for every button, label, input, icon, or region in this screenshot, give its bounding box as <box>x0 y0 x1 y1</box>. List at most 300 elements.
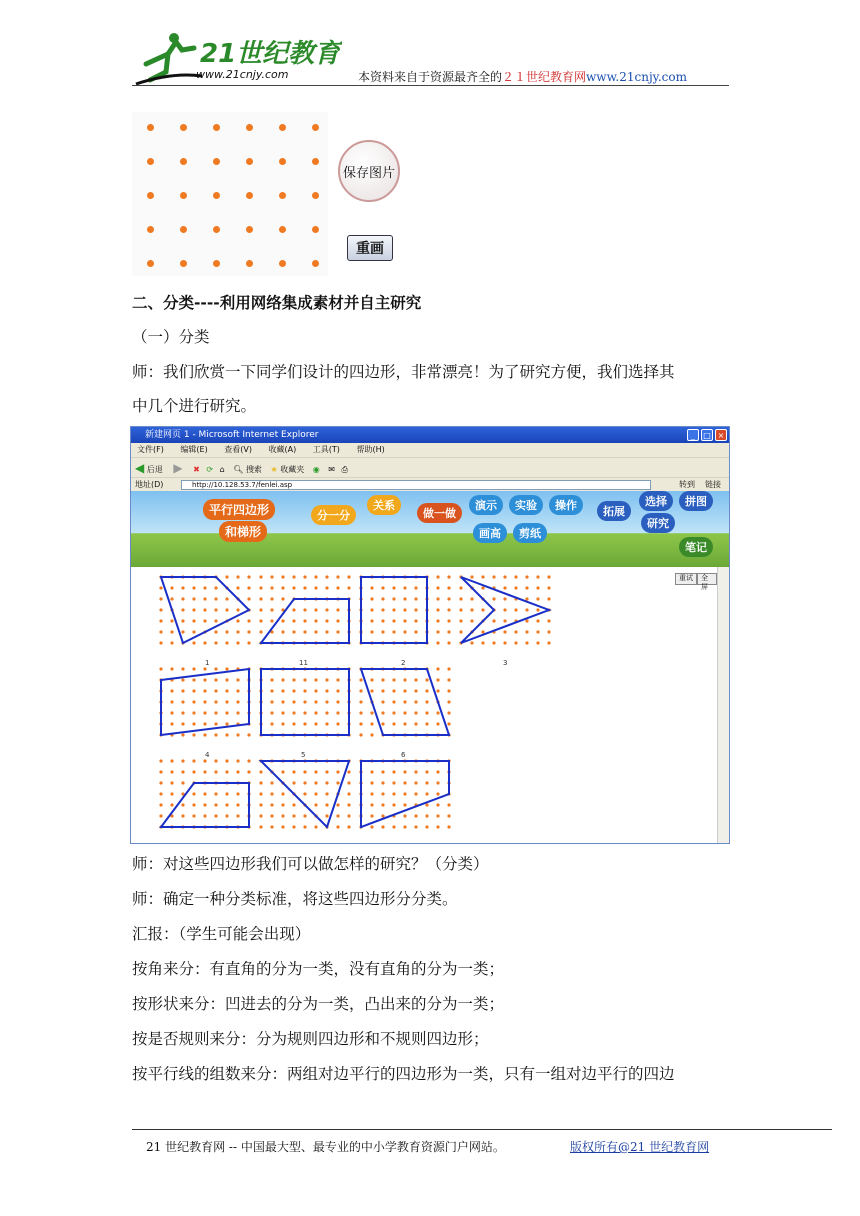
grid-dot <box>436 722 439 725</box>
grid-dot <box>314 803 317 806</box>
grid-dot <box>170 803 173 806</box>
grid-dot <box>503 619 506 622</box>
menu-item-help[interactable]: 帮助(H) <box>356 445 385 454</box>
grid-dot[interactable] <box>147 158 154 165</box>
save-image-button[interactable]: 保存图片 <box>338 140 400 202</box>
grid-dot <box>525 619 528 622</box>
search-label[interactable]: 搜索 <box>245 465 262 474</box>
grid-dot <box>192 803 195 806</box>
tab-xuanze[interactable]: 选择 <box>639 491 673 511</box>
grid-dot[interactable] <box>312 124 319 131</box>
grid-dot <box>292 781 295 784</box>
grid-dot[interactable] <box>312 260 319 267</box>
grid-dot <box>159 803 162 806</box>
grid-dot <box>336 722 339 725</box>
grid-dot <box>436 825 439 828</box>
grid-dot <box>181 667 184 670</box>
grid-dot <box>381 689 384 692</box>
tab-yanshi[interactable]: 演示 <box>469 495 503 515</box>
grid-dot <box>503 586 506 589</box>
grid-dot <box>392 792 395 795</box>
grid-dot <box>381 619 384 622</box>
grid-dot[interactable] <box>312 158 319 165</box>
grid-dot <box>403 597 406 600</box>
grid-dot <box>270 619 273 622</box>
grid-dot <box>203 619 206 622</box>
shape-label: 4 <box>205 751 210 759</box>
grid-dot <box>236 803 239 806</box>
grid-dot <box>414 700 417 703</box>
grid-dot <box>370 678 373 681</box>
grid-dot <box>447 722 450 725</box>
grid-dot <box>414 770 417 773</box>
paragraph-line: 师：确定一种分类标准，将这些四边形分分类。 <box>132 890 458 908</box>
course-banner <box>131 491 729 567</box>
grid-dot[interactable] <box>279 158 286 165</box>
grid-dot <box>181 781 184 784</box>
shape-label: 1 <box>205 659 210 667</box>
grid-dot <box>336 770 339 773</box>
grid-dot <box>225 667 228 670</box>
grid-dot <box>314 711 317 714</box>
grid-dot <box>303 770 306 773</box>
grid-dot <box>370 630 373 633</box>
grid-dot <box>370 619 373 622</box>
grid-dot <box>292 825 295 828</box>
back-label[interactable]: 后退 <box>146 465 163 474</box>
grid-dot <box>492 619 495 622</box>
grid-dot <box>192 619 195 622</box>
tab-huagao[interactable]: 画高 <box>473 523 507 543</box>
grid-dot <box>281 630 284 633</box>
grid-dot <box>314 619 317 622</box>
grid-dot[interactable] <box>213 226 220 233</box>
grid-dot <box>347 792 350 795</box>
grid-dot <box>403 792 406 795</box>
maximize-icon[interactable]: □ <box>701 429 713 441</box>
grid-dot <box>203 770 206 773</box>
grid-dot[interactable] <box>213 124 220 131</box>
grid-dot[interactable] <box>147 226 154 233</box>
grid-dot <box>303 630 306 633</box>
grid-dot <box>225 630 228 633</box>
grid-dot <box>381 597 384 600</box>
favorites-label[interactable]: 收藏夹 <box>280 465 305 474</box>
grid-dot[interactable] <box>246 192 253 199</box>
grid-dot <box>236 575 239 578</box>
grid-dot <box>259 597 262 600</box>
grid-dot <box>247 586 250 589</box>
grid-dot <box>459 619 462 622</box>
grid-dot <box>314 825 317 828</box>
grid-dot <box>281 586 284 589</box>
grid-dot <box>414 722 417 725</box>
grid-dot <box>392 678 395 681</box>
grid-dot <box>370 608 373 611</box>
tab-jianzhi[interactable]: 剪纸 <box>513 523 547 543</box>
grid-dot <box>514 586 517 589</box>
grid-dot <box>170 667 173 670</box>
grid-dot[interactable] <box>246 158 253 165</box>
browser-screenshot <box>130 426 730 844</box>
logo-url: www.21cnjy.com <box>196 68 289 81</box>
redraw-button[interactable]: 重画 <box>347 235 393 261</box>
grid-dot <box>203 711 206 714</box>
favorites-icon[interactable]: ★ <box>270 465 278 474</box>
grid-dot <box>247 770 250 773</box>
grid-dot <box>392 619 395 622</box>
grid-dot <box>492 597 495 600</box>
grid-dot[interactable] <box>279 124 286 131</box>
grid-dot <box>181 711 184 714</box>
grid-dot <box>259 619 262 622</box>
grid-dot <box>347 575 350 578</box>
paragraph-line: 按角来分：有直角的分为一类，没有直角的分为一类； <box>132 960 505 978</box>
grid-dot <box>436 586 439 589</box>
grid-dot <box>214 619 217 622</box>
grid-dot <box>436 814 439 817</box>
grid-dot <box>425 722 428 725</box>
grid-dot <box>414 711 417 714</box>
grid-dot <box>370 597 373 600</box>
grid-dot[interactable] <box>279 226 286 233</box>
grid-dot <box>403 722 406 725</box>
grid-dot[interactable] <box>246 260 253 267</box>
grid-dot <box>181 689 184 692</box>
grid-dot <box>214 792 217 795</box>
grid-dot <box>247 733 250 736</box>
grid-dot[interactable] <box>246 226 253 233</box>
grid-dot <box>270 781 273 784</box>
banner-title-line2: 和梯形 <box>219 521 267 542</box>
grid-dot <box>325 678 328 681</box>
grid-dot <box>225 678 228 681</box>
grid-dot <box>370 770 373 773</box>
grid-dot <box>159 641 162 644</box>
grid-dot <box>314 792 317 795</box>
grid-dot <box>392 597 395 600</box>
grid-dot <box>414 792 417 795</box>
grid-dot <box>425 689 428 692</box>
grid-dot <box>403 586 406 589</box>
grid-dot <box>270 608 273 611</box>
grid-dot <box>392 722 395 725</box>
grid-dot <box>270 803 273 806</box>
grid-dot <box>292 700 295 703</box>
grid-dot <box>425 781 428 784</box>
shape-label: 3 <box>503 659 508 667</box>
paragraph-line: 按形状来分：凹进去的分为一类，凸出来的分为一类； <box>132 995 505 1013</box>
grid-dot <box>170 700 173 703</box>
grid-dot <box>225 803 228 806</box>
grid-dot[interactable] <box>180 260 187 267</box>
grid-dot[interactable] <box>246 124 253 131</box>
tab-guanxi[interactable]: 关系 <box>367 495 401 515</box>
grid-dot <box>192 792 195 795</box>
grid-dot <box>225 770 228 773</box>
tab-yanjiu[interactable]: 研究 <box>641 513 675 533</box>
grid-dot <box>403 825 406 828</box>
grid-dot <box>192 608 195 611</box>
grid-dot <box>370 733 373 736</box>
grid-dot <box>203 733 206 736</box>
grid-dot <box>192 722 195 725</box>
grid-dot <box>181 803 184 806</box>
grid-dot <box>192 700 195 703</box>
print-icon[interactable]: ⎙ <box>341 465 348 474</box>
grid-dot <box>236 733 239 736</box>
grid-dot <box>159 597 162 600</box>
grid-dot <box>514 575 517 578</box>
grid-dot <box>270 792 273 795</box>
grid-dot[interactable] <box>147 124 154 131</box>
tab-biji[interactable]: 笔记 <box>679 537 713 557</box>
grid-dot[interactable] <box>213 158 220 165</box>
back-icon[interactable]: ◀ <box>135 461 145 475</box>
menu-item-view[interactable]: 查看(V) <box>224 445 252 454</box>
search-icon[interactable]: 🔍︎ <box>233 465 244 474</box>
fullscreen-button[interactable]: 全屏 <box>697 573 717 585</box>
grid-dot <box>159 814 162 817</box>
grid-dot <box>214 608 217 611</box>
grid-dot <box>236 792 239 795</box>
footer-rights-link[interactable]: 版权所有@21 世纪教育网 <box>570 1140 710 1154</box>
grid-dot <box>447 667 450 670</box>
grid-dot <box>181 678 184 681</box>
grid-dot <box>403 803 406 806</box>
grid-dot <box>436 803 439 806</box>
grid-dot <box>181 586 184 589</box>
dot-grid-board[interactable] <box>132 112 328 276</box>
grid-dot <box>503 630 506 633</box>
grid-dot <box>447 814 450 817</box>
grid-dot <box>314 630 317 633</box>
grid-dot <box>203 641 206 644</box>
grid-dot <box>259 630 262 633</box>
mail-icon[interactable]: ✉ <box>328 465 335 474</box>
grid-dot <box>547 586 550 589</box>
grid-dot[interactable] <box>147 192 154 199</box>
grid-dot <box>281 770 284 773</box>
menu-item-tools[interactable]: 工具(T) <box>312 445 340 454</box>
grid-dot <box>425 803 428 806</box>
tab-zuoyizuo[interactable]: 做一做 <box>417 503 462 523</box>
subsection-heading: （一）分类 <box>132 328 210 346</box>
reset-button[interactable]: 重试 <box>675 573 697 585</box>
grid-dot <box>214 641 217 644</box>
grid-dot <box>214 814 217 817</box>
grid-dot <box>236 586 239 589</box>
grid-dot <box>414 630 417 633</box>
grid-dot[interactable] <box>180 192 187 199</box>
grid-dot <box>281 825 284 828</box>
grid-dot <box>325 619 328 622</box>
grid-dot <box>192 597 195 600</box>
grid-dot <box>225 792 228 795</box>
grid-dot <box>536 597 539 600</box>
shape-label: 2 <box>401 659 406 667</box>
grid-dot <box>181 630 184 633</box>
grid-dot <box>236 689 239 692</box>
grid-dot <box>481 586 484 589</box>
grid-dot <box>392 781 395 784</box>
grid-dot[interactable] <box>180 158 187 165</box>
grid-dot <box>303 814 306 817</box>
grid-dot <box>170 770 173 773</box>
links-label[interactable]: 链接 <box>705 480 721 489</box>
grid-dot <box>392 586 395 589</box>
grid-dot[interactable] <box>279 192 286 199</box>
grid-dot <box>203 586 206 589</box>
grid-dot <box>459 586 462 589</box>
grid-dot <box>447 700 450 703</box>
grid-dot <box>214 759 217 762</box>
grid-dot <box>370 689 373 692</box>
grid-dot <box>503 608 506 611</box>
grid-dot[interactable] <box>213 260 220 267</box>
grid-dot <box>336 630 339 633</box>
grid-dot <box>247 619 250 622</box>
grid-dot <box>214 678 217 681</box>
paragraph-line: 师：对这些四边形我们可以做怎样的研究？（分类） <box>132 855 489 873</box>
grid-dot <box>525 630 528 633</box>
grid-dot <box>170 597 173 600</box>
media-icon[interactable]: ◉ <box>312 465 320 474</box>
grid-dot <box>414 608 417 611</box>
home-icon[interactable]: ⌂ <box>219 465 225 474</box>
grid-dot <box>192 667 195 670</box>
runner-icon <box>136 33 202 84</box>
grid-dot <box>159 781 162 784</box>
grid-dot[interactable] <box>213 192 220 199</box>
minimize-icon[interactable]: _ <box>687 429 699 441</box>
grid-dot <box>214 733 217 736</box>
tab-shiyan[interactable]: 实验 <box>509 495 543 515</box>
grid-dot <box>281 597 284 600</box>
grid-dot <box>347 781 350 784</box>
grid-dot <box>536 619 539 622</box>
grid-dot <box>225 575 228 578</box>
grid-dot <box>259 608 262 611</box>
grid-dot <box>436 641 439 644</box>
grid-dot <box>281 689 284 692</box>
tab-tuozhan[interactable]: 拓展 <box>597 501 631 521</box>
grid-dot <box>503 641 506 644</box>
grid-dot <box>347 814 350 817</box>
grid-dot <box>181 770 184 773</box>
go-label[interactable]: 转到 <box>679 480 695 489</box>
grid-dot[interactable] <box>180 226 187 233</box>
header-note-url[interactable]: www.21cnjy.com <box>586 70 687 84</box>
grid-dot[interactable] <box>312 192 319 199</box>
grid-dot <box>170 711 173 714</box>
grid-dot <box>414 597 417 600</box>
grid-dot <box>447 711 450 714</box>
grid-dot <box>281 814 284 817</box>
grid-dot <box>281 803 284 806</box>
grid-dot <box>347 803 350 806</box>
grid-dot[interactable] <box>180 124 187 131</box>
grid-dot <box>425 814 428 817</box>
grid-dot <box>381 608 384 611</box>
grid-dot <box>192 630 195 633</box>
menu-item-edit[interactable]: 编辑(E) <box>180 445 208 454</box>
tab-fenyifen[interactable]: 分一分 <box>311 505 356 525</box>
grid-dot <box>459 608 462 611</box>
grid-dot <box>281 678 284 681</box>
grid-dot <box>203 814 206 817</box>
grid-dot <box>303 825 306 828</box>
grid-dot <box>325 586 328 589</box>
grid-dot <box>303 722 306 725</box>
grid-dot <box>192 814 195 817</box>
grid-dot <box>270 597 273 600</box>
grid-dot <box>392 700 395 703</box>
refresh-icon[interactable]: ⟳ <box>206 465 214 474</box>
grid-dot <box>181 597 184 600</box>
grid-dot <box>281 711 284 714</box>
address-input[interactable]: http://10.128.53.7/fenlei.asp <box>181 480 651 490</box>
tab-pintu[interactable]: 拼图 <box>679 491 713 511</box>
grid-dot <box>525 608 528 611</box>
vertical-scrollbar[interactable] <box>717 567 730 843</box>
grid-dot <box>159 619 162 622</box>
grid-dot <box>214 722 217 725</box>
forward-icon[interactable]: ▶ <box>173 461 183 475</box>
grid-dot[interactable] <box>147 260 154 267</box>
grid-dot <box>225 641 228 644</box>
grid-dot <box>192 770 195 773</box>
grid-dot <box>436 575 439 578</box>
menu-item-file[interactable]: 文件(F) <box>137 445 164 454</box>
close-icon[interactable]: × <box>715 429 727 441</box>
grid-dot <box>447 825 450 828</box>
grid-dot[interactable] <box>279 260 286 267</box>
grid-dot <box>170 586 173 589</box>
grid-dot <box>370 722 373 725</box>
grid-dot <box>325 792 328 795</box>
grid-dot <box>336 700 339 703</box>
grid-dot <box>325 803 328 806</box>
grid-dot <box>181 722 184 725</box>
stop-icon[interactable]: ✖ <box>193 465 200 474</box>
grid-dot <box>303 586 306 589</box>
menu-item-favorites[interactable]: 收藏(A) <box>268 445 297 454</box>
grid-dot <box>192 586 195 589</box>
grid-dot <box>436 792 439 795</box>
grid-dot <box>192 641 195 644</box>
grid-dot <box>181 733 184 736</box>
grid-dot <box>236 711 239 714</box>
grid-dot <box>336 803 339 806</box>
grid-dot <box>314 586 317 589</box>
grid-dot <box>359 722 362 725</box>
grid-dot <box>159 586 162 589</box>
grid-dot <box>259 575 262 578</box>
grid-dot <box>214 630 217 633</box>
grid-dot <box>459 630 462 633</box>
grid-dot <box>414 814 417 817</box>
grid-dot <box>314 575 317 578</box>
grid-dot <box>259 825 262 828</box>
grid-dot <box>403 619 406 622</box>
tab-caozuo[interactable]: 操作 <box>549 495 583 515</box>
grid-dot <box>314 689 317 692</box>
grid-dot <box>225 608 228 611</box>
grid-dot <box>225 759 228 762</box>
grid-dot <box>370 814 373 817</box>
grid-dot[interactable] <box>312 226 319 233</box>
